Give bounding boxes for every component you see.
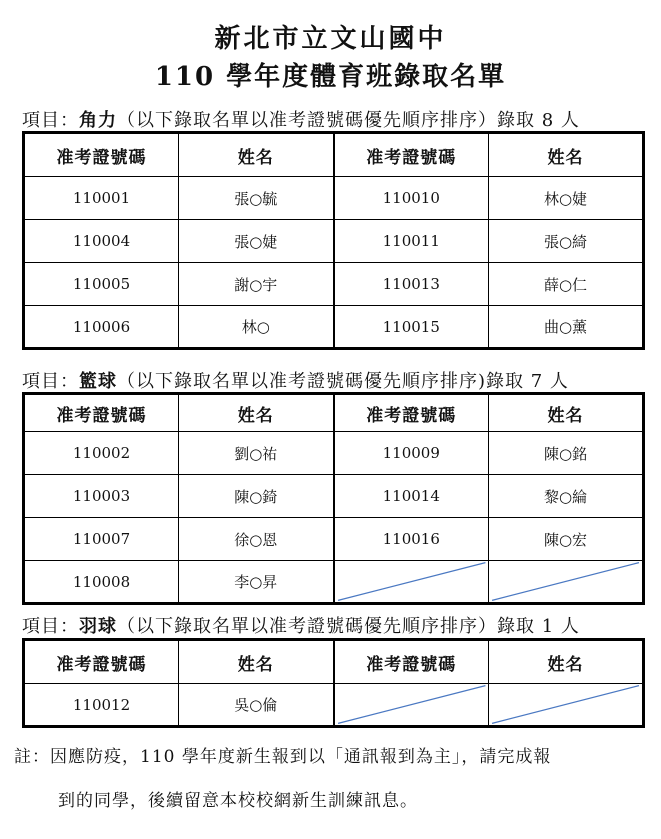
table-row [24,263,644,306]
diagonal-line-icon [335,684,489,725]
wrestling-admission-table [22,131,645,350]
student-name: 黎○綸 [489,475,644,518]
exam-number: 110012 [24,684,179,727]
student-name: 李○昇 [179,561,334,604]
student-name: 陳○銘 [489,432,644,475]
exam-number: 110001 [24,177,179,220]
student-name: 陳○錡 [179,475,334,518]
student-name: 張○婕 [179,220,334,263]
section-heading-wrestling [22,106,580,132]
student-name: 張○綺 [489,220,644,263]
table-row [24,306,644,349]
section-heading-badminton [22,612,580,638]
table-header-row [24,394,644,432]
table-row [24,518,644,561]
section-description: （以下錄取名單以准考證號碼優先順序排序)錄取 7 人 [117,371,569,392]
exam-number: 110006 [24,306,179,349]
exam-number: 110011 [334,220,489,263]
section-prefix: 項目： [22,616,79,637]
header-exam-number: 准考證號碼 [24,394,179,432]
exam-number: 110008 [24,561,179,604]
table-row [24,177,644,220]
header-exam-number: 准考證號碼 [334,640,489,684]
note-line-2: 到的同學，後續留意本校校網新生訓練訊息。 [58,791,418,811]
badminton-admission-table [22,638,645,728]
table-row [24,684,644,727]
empty-cell-slash [489,684,644,727]
section-description: （以下錄取名單以准考證號碼優先順序排序）錄取 1 人 [117,616,580,637]
exam-number: 110009 [334,432,489,475]
exam-number: 110004 [24,220,179,263]
section-sport: 籃球 [79,371,117,392]
student-name: 吳○倫 [179,684,334,727]
student-name: 謝○宇 [179,263,334,306]
exam-number: 110010 [334,177,489,220]
table-row [24,561,644,604]
header-name: 姓名 [179,640,334,684]
empty-cell-slash [334,684,489,727]
student-name: 陳○宏 [489,518,644,561]
student-name: 薛○仁 [489,263,644,306]
table-row [24,432,644,475]
table-header-row [24,133,644,177]
diagonal-line-icon [335,561,489,602]
table-row [24,475,644,518]
header-exam-number: 准考證號碼 [24,640,179,684]
header-name: 姓名 [489,640,644,684]
header-exam-number: 准考證號碼 [24,133,179,177]
section-sport: 角力 [79,110,117,131]
student-name: 曲○薰 [489,306,644,349]
header-name: 姓名 [489,133,644,177]
page-title: 新北市立文山國中 [214,24,447,54]
header-name: 姓名 [489,394,644,432]
exam-number: 110013 [334,263,489,306]
page-subtitle: 110 學年度體育班錄取名單 [154,62,507,92]
student-name: 張○毓 [179,177,334,220]
header-exam-number: 准考證號碼 [334,133,489,177]
empty-cell-slash [489,561,644,604]
header-exam-number: 准考證號碼 [334,394,489,432]
student-name: 林○ [179,306,334,349]
table-header-row [24,640,644,684]
exam-number: 110007 [24,518,179,561]
exam-number: 110015 [334,306,489,349]
header-name: 姓名 [179,133,334,177]
table-row [24,220,644,263]
note-line-1: 註：因應防疫，110 學年度新生報到以「通訊報到為主」，請完成報 [14,747,552,767]
basketball-admission-table [22,392,645,605]
section-description: （以下錄取名單以准考證號碼優先順序排序）錄取 8 人 [117,110,580,131]
student-name: 林○婕 [489,177,644,220]
header-name: 姓名 [179,394,334,432]
diagonal-line-icon [489,561,642,602]
section-heading-basketball [22,367,569,393]
exam-number: 110014 [334,475,489,518]
exam-number: 110005 [24,263,179,306]
section-sport: 羽球 [79,616,117,637]
student-name: 劉○祐 [179,432,334,475]
exam-number: 110016 [334,518,489,561]
empty-cell-slash [334,561,489,604]
student-name: 徐○恩 [179,518,334,561]
exam-number: 110003 [24,475,179,518]
section-prefix: 項目： [22,110,79,131]
exam-number: 110002 [24,432,179,475]
section-prefix: 項目： [22,371,79,392]
diagonal-line-icon [489,684,642,725]
